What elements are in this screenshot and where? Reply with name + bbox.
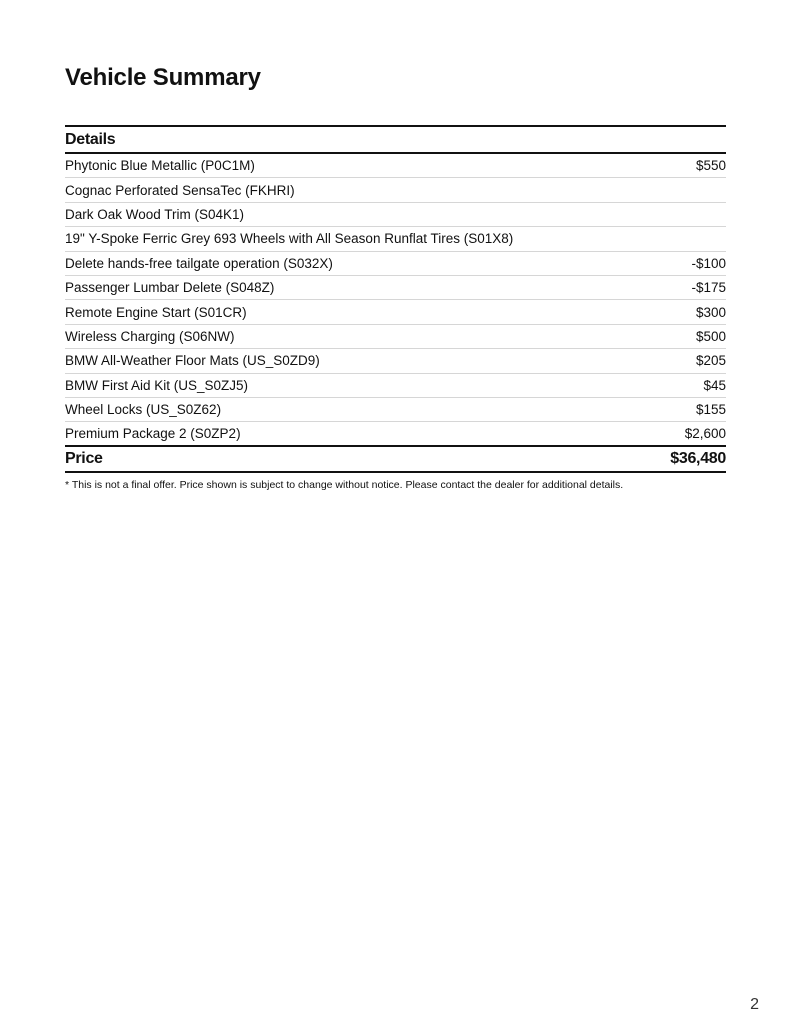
line-item-description: Delete hands-free tailgate operation (S032X) xyxy=(65,255,333,271)
line-item-description: Cognac Perforated SensaTec (FKHRI) xyxy=(65,182,295,198)
line-item-row xyxy=(65,154,726,178)
page-title: Vehicle Summary xyxy=(65,64,261,91)
price-label: Price xyxy=(65,449,103,467)
price-row xyxy=(65,447,726,473)
line-item-amount: -$100 xyxy=(691,255,726,271)
line-item-amount: $300 xyxy=(695,304,726,320)
line-item-row xyxy=(65,276,726,300)
line-item-row xyxy=(65,178,726,202)
line-item-description: BMW First Aid Kit (US_S0ZJ5) xyxy=(65,377,249,393)
line-item-description: Passenger Lumbar Delete (S048Z) xyxy=(65,280,275,296)
price-value: $36,480 xyxy=(670,449,726,467)
line-item-description: Dark Oak Wood Trim (S04K1) xyxy=(65,206,245,222)
line-item-description: Wheel Locks (US_S0Z62) xyxy=(65,402,222,418)
line-item-description: 19" Y-Spoke Ferric Grey 693 Wheels with All Season Runflat Tires (S01X8) xyxy=(65,231,514,247)
vehicle-summary-table xyxy=(65,125,726,492)
line-item-amount: $205 xyxy=(695,353,726,369)
line-item-row xyxy=(65,252,726,276)
line-item-row xyxy=(65,374,726,398)
line-item-amount: $2,600 xyxy=(684,425,726,441)
line-item-description: Wireless Charging (S06NW) xyxy=(65,328,235,344)
line-item-description: Remote Engine Start (S01CR) xyxy=(65,304,247,320)
line-item-description: Premium Package 2 (S0ZP2) xyxy=(65,425,241,441)
details-header xyxy=(65,125,726,154)
line-item-row xyxy=(65,398,726,422)
line-item-amount: $155 xyxy=(695,402,726,418)
line-item-amount: $550 xyxy=(695,158,726,174)
line-item-row xyxy=(65,300,726,324)
line-item-row xyxy=(65,325,726,349)
line-item-description: BMW All-Weather Floor Mats (US_S0ZD9) xyxy=(65,353,320,369)
page-number: 2 xyxy=(750,996,759,1013)
line-item-row xyxy=(65,203,726,227)
line-item-amount: -$175 xyxy=(691,280,726,296)
line-item-amount: $45 xyxy=(703,377,726,393)
line-item-description: Phytonic Blue Metallic (P0C1M) xyxy=(65,158,255,174)
line-item-row xyxy=(65,422,726,446)
line-item-amount: $500 xyxy=(695,328,726,344)
line-item-row xyxy=(65,227,726,251)
line-item-row xyxy=(65,349,726,373)
details-header-label: Details xyxy=(65,130,116,148)
disclaimer: * This is not a final offer. Price shown is subject to change without notice. Please contact the dealer for additional details. xyxy=(65,478,624,491)
